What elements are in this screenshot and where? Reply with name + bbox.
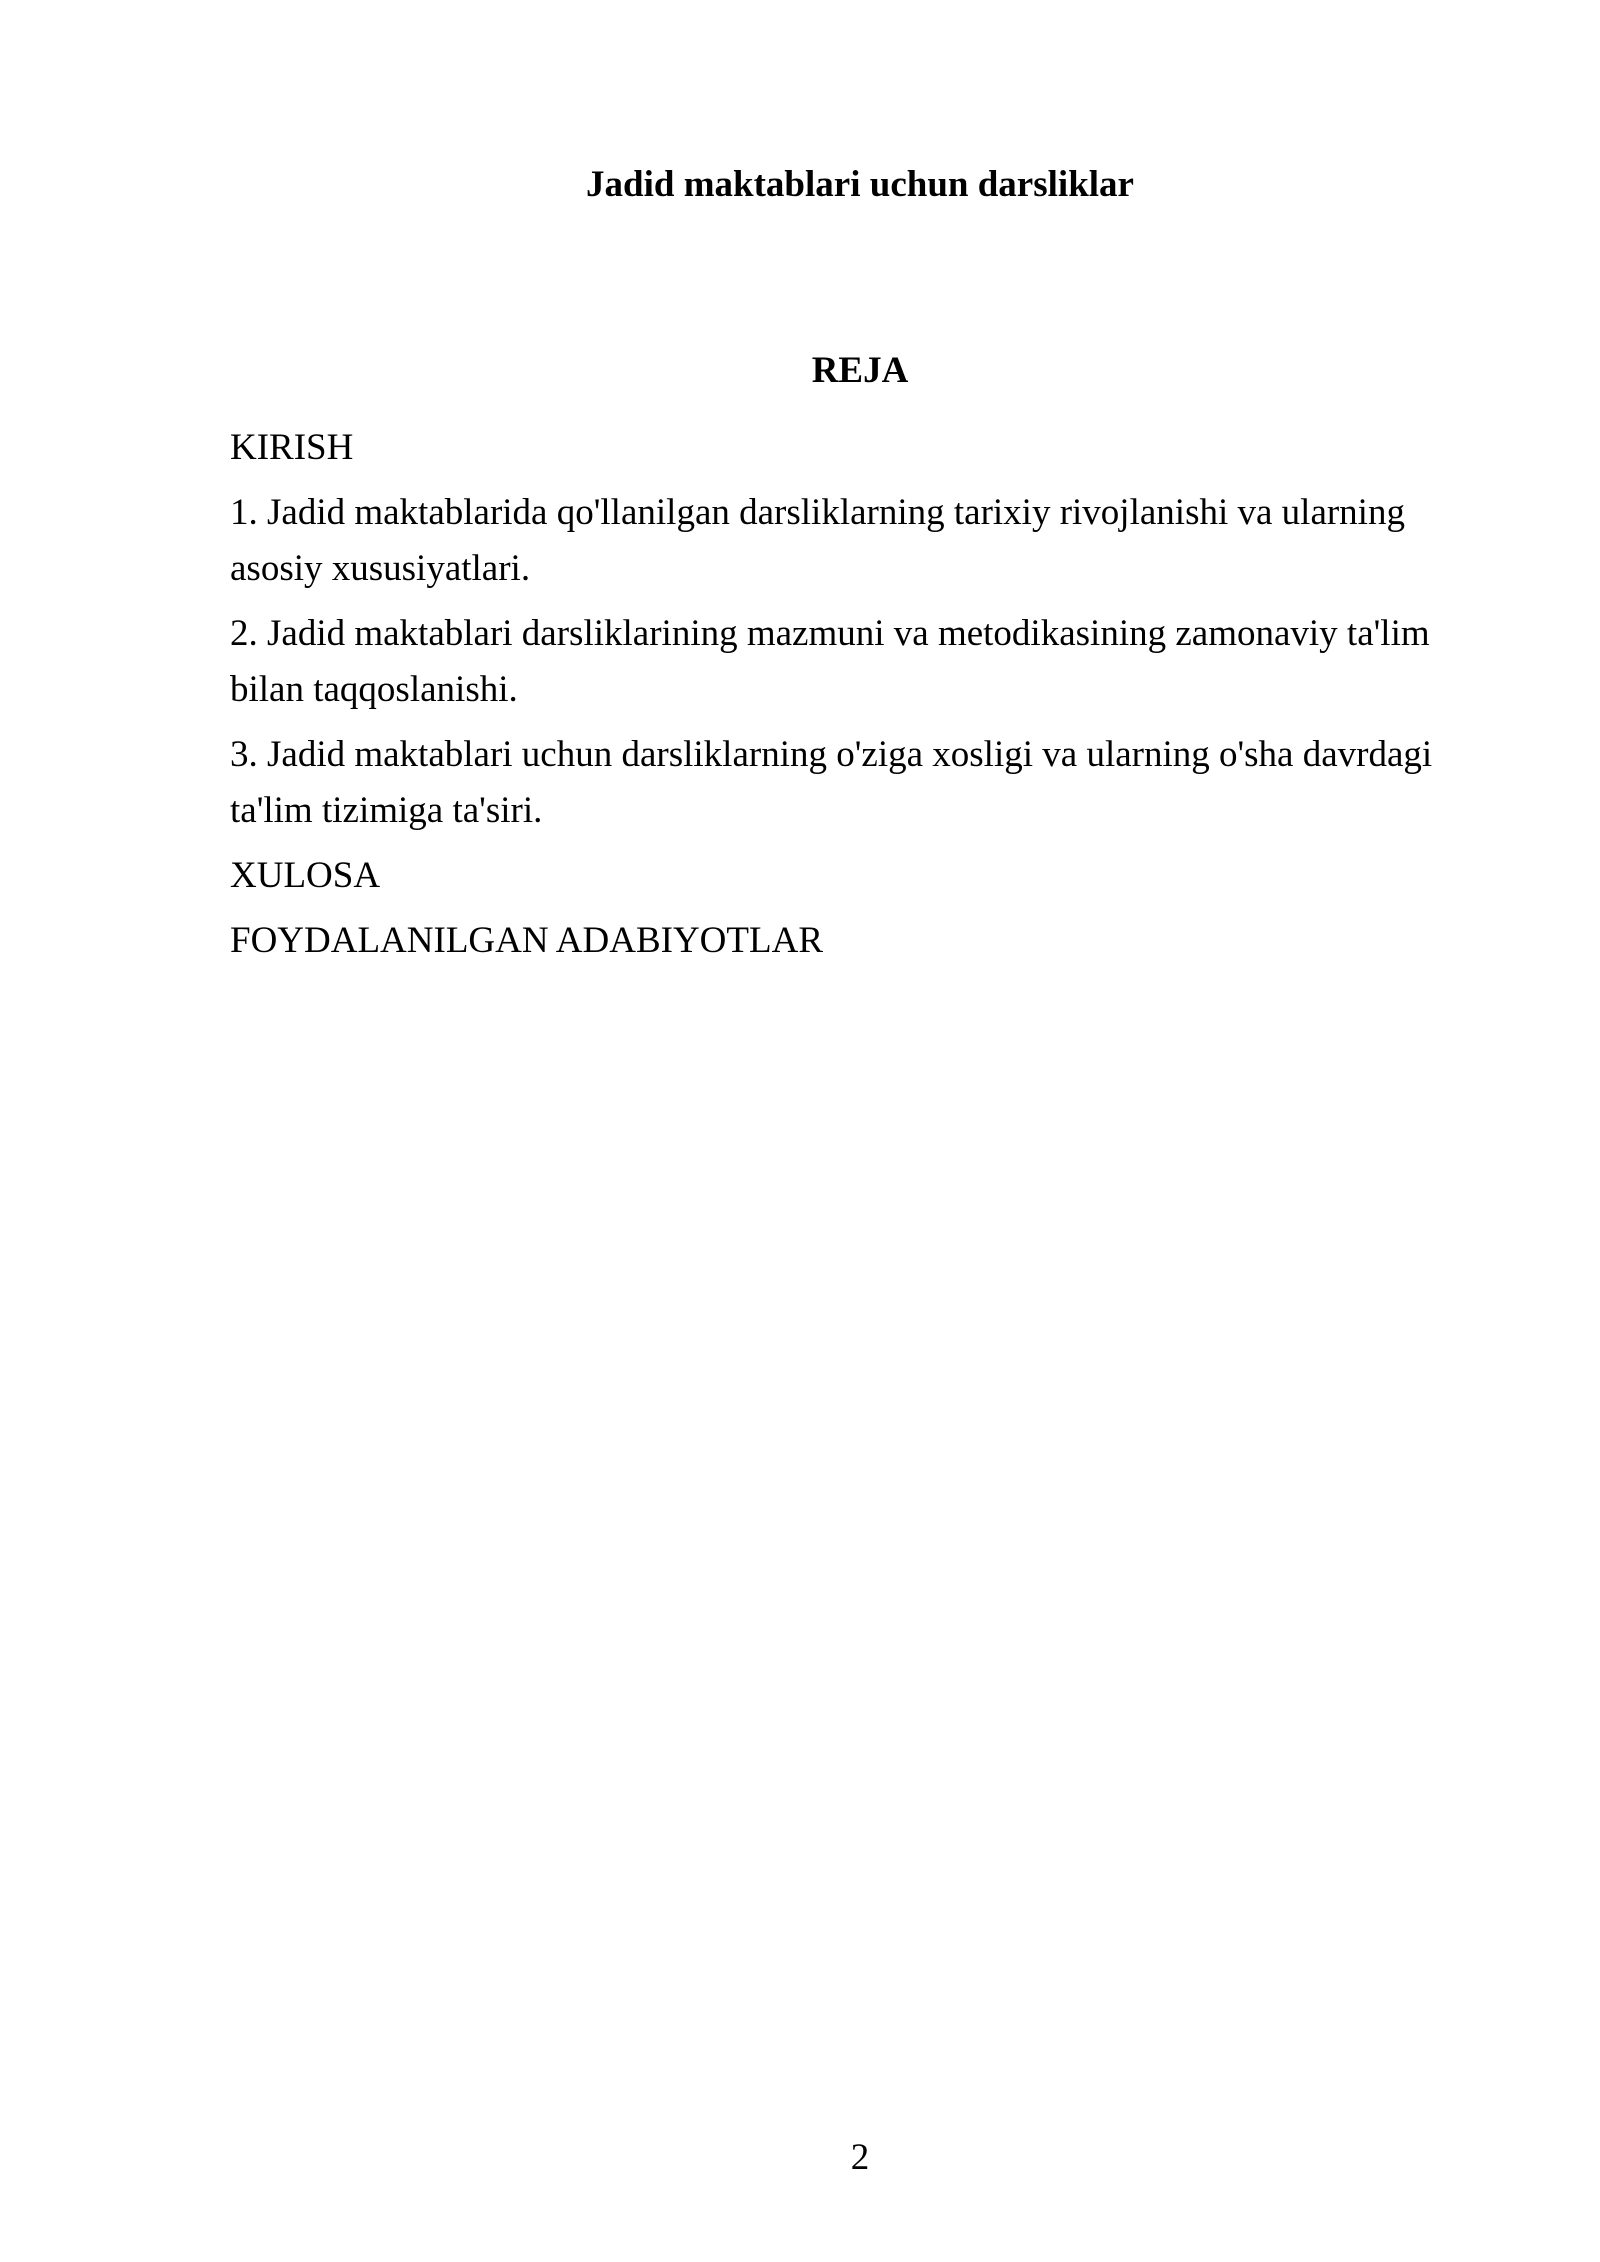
plan-item-2: 2. Jadid maktablari darsliklarining mazmuni va metodikasining zamonaviy ta'lim bilan taqqoslanishi. xyxy=(230,613,1430,710)
page-number: 2 xyxy=(850,2137,870,2178)
plan-item-intro: KIRISH xyxy=(230,427,354,468)
plan-item-3: 3. Jadid maktablari uchun darsliklarning o'ziga xosligi va ularning o'sha davrdagi ta'lim tizimiga ta'siri. xyxy=(230,734,1433,831)
plan-item-1: 1. Jadid maktablarida qo'llanilgan darsliklarning tarixiy rivojlanishi va ularning asosiy xususiyatlari. xyxy=(230,492,1405,589)
plan-item-conclusion: XULOSA xyxy=(230,855,381,896)
plan-list xyxy=(230,420,1470,978)
plan-item-references: FOYDALANILGAN ADABIYOTLAR xyxy=(230,920,823,961)
document-title: Jadid maktablari uchun darsliklar xyxy=(586,164,1134,205)
plan-heading: REJA xyxy=(811,350,909,391)
